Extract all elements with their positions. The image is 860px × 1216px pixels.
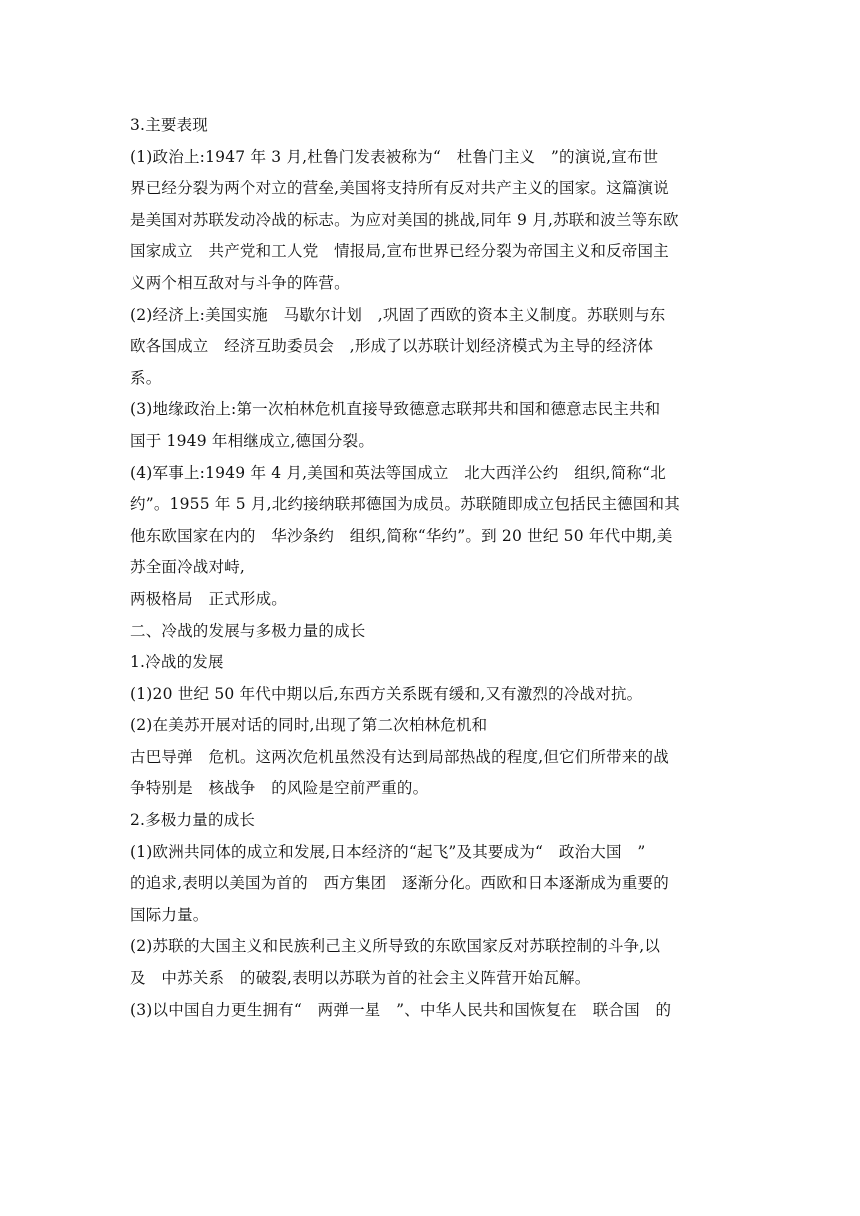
- paragraph-line: (2)经济上:美国实施 马歇尔计划 ,巩固了西欧的资本主义制度。苏联则与东: [130, 305, 666, 324]
- paragraph-line: 两极格局 正式形成。: [130, 589, 288, 608]
- paragraph-line: 国家成立 共产党和工人党 情报局,宣布世界已经分裂为帝国主义和反帝国主: [130, 242, 669, 261]
- subsection-heading: 2.多极力量的成长: [130, 811, 256, 830]
- paragraph-line: 苏全面冷战对峙,: [130, 558, 246, 577]
- section-heading: 二、冷战的发展与多极力量的成长: [130, 621, 366, 640]
- paragraph-line: 的追求,表明以美国为首的 西方集团 逐渐分化。西欧和日本逐渐成为重要的: [130, 874, 669, 893]
- paragraph-line: 国际力量。: [130, 905, 209, 924]
- paragraph-line: 国于 1949 年相继成立,德国分裂。: [130, 431, 375, 450]
- section-heading: 3.主要表现: [130, 116, 208, 134]
- paragraph-line: 欧各国成立 经济互助委员会 ,形成了以苏联计划经济模式为主导的经济体: [130, 337, 654, 356]
- paragraph-line: 是美国对苏联发动冷战的标志。为应对美国的挑战,同年 9 月,苏联和波兰等东欧: [130, 210, 679, 229]
- paragraph-line: 及 中苏关系 的破裂,表明以苏联为首的社会主义阵营开始瓦解。: [130, 969, 591, 988]
- paragraph-line: (3)以中国自力更生拥有“ 两弹一星 ”、中华人民共和国恢复在 联合国 的: [130, 1000, 672, 1019]
- paragraph-line: (2)在美苏开展对话的同时,出现了第二次柏林危机和: [130, 716, 488, 735]
- paragraph-line: 他东欧国家在内的 华沙条约 组织,简称“华约”。到 20 世纪 50 年代中期,美: [130, 526, 673, 545]
- paragraph-line: (4)军事上:1949 年 4 月,美国和英法等国成立 北大西洋公约 组织,简称“北: [130, 463, 666, 482]
- paragraph-line: (2)苏联的大国主义和民族利己主义所导致的东欧国家反对苏联控制的斗争,以: [130, 937, 661, 956]
- paragraph-line: (1)20 世纪 50 年代中期以后,东西方关系既有缓和,又有激烈的冷战对抗。: [130, 684, 643, 703]
- paragraph-line: 古巴导弹 危机。这两次危机虽然没有达到局部热战的程度,但它们所带来的战: [130, 747, 669, 766]
- paragraph-line: 系。: [130, 368, 162, 387]
- paragraph-line: 义两个相互敌对与斗争的阵营。: [130, 273, 350, 292]
- paragraph-line: 约”。1955 年 5 月,北约接纳联邦德国为成员。苏联随即成立包括民主德国和其: [130, 495, 680, 514]
- paragraph-line: 界已经分裂为两个对立的营垒,美国将支持所有反对共产主义的国家。这篇演说: [130, 179, 669, 198]
- document-body: [130, 110, 732, 1026]
- paragraph-line: (1)政治上:1947 年 3 月,杜鲁门发表被称为“ 杜鲁门主义 ”的演说,宣布世: [130, 147, 659, 166]
- subsection-heading: 1.冷战的发展: [130, 653, 224, 672]
- paragraph-line: 争特别是 核战争 的风险是空前严重的。: [130, 779, 429, 798]
- paragraph-line: (3)地缘政治上:第一次柏林危机直接导致德意志联邦共和国和德意志民主共和: [130, 400, 661, 419]
- paragraph-line: (1)欧洲共同体的成立和发展,日本经济的“起飞”及其要成为“ 政治大国 ”: [130, 842, 646, 861]
